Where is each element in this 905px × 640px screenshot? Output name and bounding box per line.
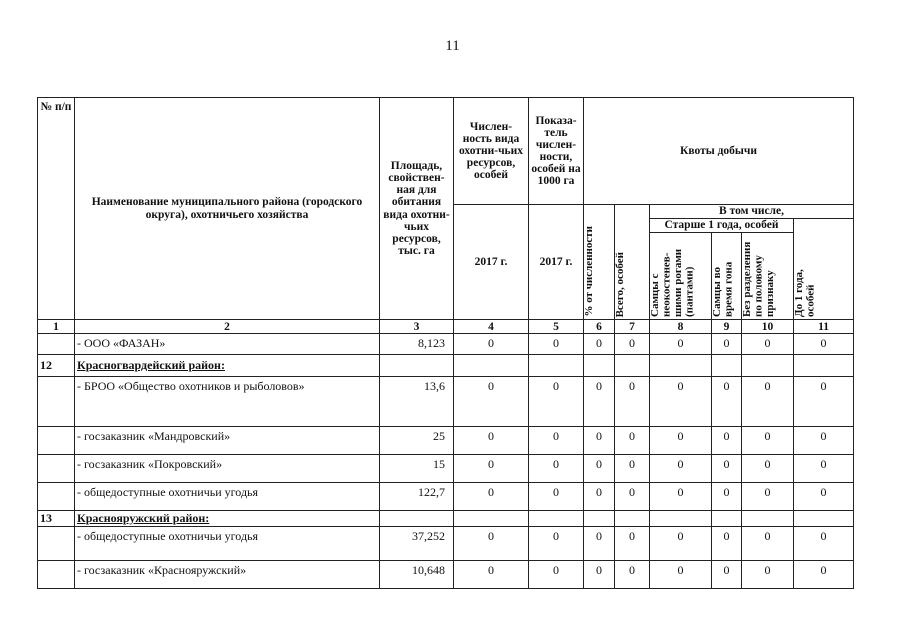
header-no-sex-division: Без разделения по половому признаку — [741, 241, 777, 317]
value-cell: 0 — [712, 427, 742, 455]
page-number: 11 — [445, 38, 460, 54]
value-cell: 0 — [584, 561, 615, 589]
hunting-ground-name: - госзаказник «Покровский» — [75, 455, 380, 483]
empty-cell — [380, 355, 454, 377]
column-number: 4 — [454, 320, 529, 334]
table-row — [38, 455, 854, 483]
empty-cell — [615, 511, 650, 527]
value-cell: 0 — [584, 455, 615, 483]
area-value: 15 — [380, 455, 454, 483]
value-cell: 0 — [454, 334, 529, 355]
row-number — [38, 377, 75, 427]
column-number: 1 — [38, 320, 75, 334]
column-number: 10 — [742, 320, 794, 334]
hunting-ground-name: - госзаказник «Краснояружский» — [75, 561, 380, 589]
table-row — [38, 427, 854, 455]
value-cell: 0 — [650, 427, 712, 455]
hunting-ground-name: - госзаказник «Мандровский» — [75, 427, 380, 455]
value-cell: 0 — [742, 377, 794, 427]
area-value: 37,252 — [380, 527, 454, 561]
empty-cell — [794, 355, 854, 377]
value-cell: 0 — [615, 527, 650, 561]
column-number: 3 — [380, 320, 454, 334]
district-name: Краснояружский район: — [75, 511, 380, 527]
table-row — [38, 483, 854, 511]
value-cell: 0 — [584, 527, 615, 561]
header-males-rut: Самцы во время гона — [711, 261, 735, 317]
value-cell: 0 — [712, 334, 742, 355]
value-cell: 0 — [742, 561, 794, 589]
district-row — [38, 355, 854, 377]
header-col-population: Числен-ность вида охотни-чьих ресурсов, особей — [454, 98, 529, 205]
value-cell: 0 — [712, 527, 742, 561]
header-col-quotas: Квоты добычи — [584, 98, 854, 205]
column-number: 9 — [712, 320, 742, 334]
value-cell: 0 — [454, 527, 529, 561]
column-number-row — [38, 320, 854, 334]
value-cell: 0 — [650, 377, 712, 427]
header-under-one-year: До 1 года, особей — [793, 269, 817, 317]
area-value: 25 — [380, 427, 454, 455]
empty-cell — [650, 511, 712, 527]
value-cell: 0 — [794, 527, 854, 561]
header-year-indicator: 2017 г. — [529, 205, 584, 320]
table-row — [38, 334, 854, 355]
value-cell: 0 — [529, 561, 584, 589]
header-col-num: № п/п — [38, 98, 75, 320]
area-value: 13,6 — [380, 377, 454, 427]
table-row — [38, 377, 854, 427]
header-col-indicator: Показа-тель числен-ности, особей на 1000 га — [529, 98, 584, 205]
value-cell: 0 — [454, 377, 529, 427]
value-cell: 0 — [650, 455, 712, 483]
value-cell: 0 — [794, 455, 854, 483]
value-cell: 0 — [742, 527, 794, 561]
header-total: Всего, особей — [614, 251, 626, 317]
empty-cell — [615, 355, 650, 377]
column-number: 6 — [584, 320, 615, 334]
row-number — [38, 427, 75, 455]
row-number — [38, 561, 75, 589]
empty-cell — [529, 355, 584, 377]
row-number — [38, 527, 75, 561]
empty-cell — [529, 511, 584, 527]
value-cell: 0 — [794, 483, 854, 511]
table-row — [38, 527, 854, 561]
value-cell: 0 — [529, 527, 584, 561]
value-cell: 0 — [712, 483, 742, 511]
empty-cell — [742, 355, 794, 377]
hunting-ground-name: - общедоступные охотничьи угодья — [75, 527, 380, 561]
value-cell: 0 — [794, 377, 854, 427]
value-cell: 0 — [650, 483, 712, 511]
value-cell: 0 — [529, 483, 584, 511]
value-cell: 0 — [584, 334, 615, 355]
value-cell: 0 — [742, 483, 794, 511]
value-cell: 0 — [454, 561, 529, 589]
area-value: 8,123 — [380, 334, 454, 355]
district-name: Красногвардейский район: — [75, 355, 380, 377]
row-number: 12 — [38, 355, 75, 377]
header-older-than-year: Старше 1 года, особей — [650, 219, 794, 233]
quota-table — [37, 97, 854, 589]
value-cell: 0 — [615, 561, 650, 589]
area-value: 122,7 — [380, 483, 454, 511]
value-cell: 0 — [794, 427, 854, 455]
value-cell: 0 — [584, 427, 615, 455]
hunting-ground-name: - ООО «ФАЗАН» — [75, 334, 380, 355]
value-cell: 0 — [584, 483, 615, 511]
empty-cell — [454, 511, 529, 527]
header-males-antlers: Самцы с неокостенев-шими рогами (пантами) — [649, 248, 696, 317]
value-cell: 0 — [529, 334, 584, 355]
header-including: В том числе, — [650, 205, 854, 219]
value-cell: 0 — [615, 483, 650, 511]
empty-cell — [584, 355, 615, 377]
empty-cell — [584, 511, 615, 527]
value-cell: 0 — [615, 455, 650, 483]
value-cell: 0 — [584, 377, 615, 427]
value-cell: 0 — [712, 377, 742, 427]
value-cell: 0 — [712, 561, 742, 589]
value-cell: 0 — [794, 334, 854, 355]
empty-cell — [794, 511, 854, 527]
hunting-ground-name: - общедоступные охотничьи угодья — [75, 483, 380, 511]
column-number: 11 — [794, 320, 854, 334]
value-cell: 0 — [454, 427, 529, 455]
value-cell: 0 — [650, 561, 712, 589]
column-number: 7 — [615, 320, 650, 334]
area-value: 10,648 — [380, 561, 454, 589]
value-cell: 0 — [615, 427, 650, 455]
empty-cell — [712, 355, 742, 377]
value-cell: 0 — [742, 427, 794, 455]
value-cell: 0 — [650, 334, 712, 355]
value-cell: 0 — [742, 455, 794, 483]
value-cell: 0 — [454, 483, 529, 511]
empty-cell — [650, 355, 712, 377]
value-cell: 0 — [615, 377, 650, 427]
table-row — [38, 561, 854, 589]
value-cell: 0 — [794, 561, 854, 589]
value-cell: 0 — [650, 527, 712, 561]
hunting-ground-name: - БРОО «Общество охотников и рыболовов» — [75, 377, 380, 427]
header-year-population: 2017 г. — [454, 205, 529, 320]
empty-cell — [712, 511, 742, 527]
empty-cell — [380, 511, 454, 527]
row-number: 13 — [38, 511, 75, 527]
column-number: 5 — [529, 320, 584, 334]
value-cell: 0 — [454, 455, 529, 483]
row-number — [38, 455, 75, 483]
value-cell: 0 — [615, 334, 650, 355]
column-number: 2 — [75, 320, 380, 334]
column-number: 8 — [650, 320, 712, 334]
empty-cell — [454, 355, 529, 377]
empty-cell — [742, 511, 794, 527]
row-number — [38, 483, 75, 511]
header-col-area: Площадь, свойствен-ная для обитания вида охотни-чьих ресурсов, тыс. га — [380, 98, 454, 320]
value-cell: 0 — [529, 455, 584, 483]
value-cell: 0 — [712, 455, 742, 483]
value-cell: 0 — [529, 377, 584, 427]
district-row — [38, 511, 854, 527]
header-percent: % от численности — [583, 226, 595, 317]
header-col-name: Наименование муниципального района (городского округа), охотничьего хозяйства — [75, 98, 380, 320]
value-cell: 0 — [529, 427, 584, 455]
value-cell: 0 — [742, 334, 794, 355]
row-number — [38, 334, 75, 355]
